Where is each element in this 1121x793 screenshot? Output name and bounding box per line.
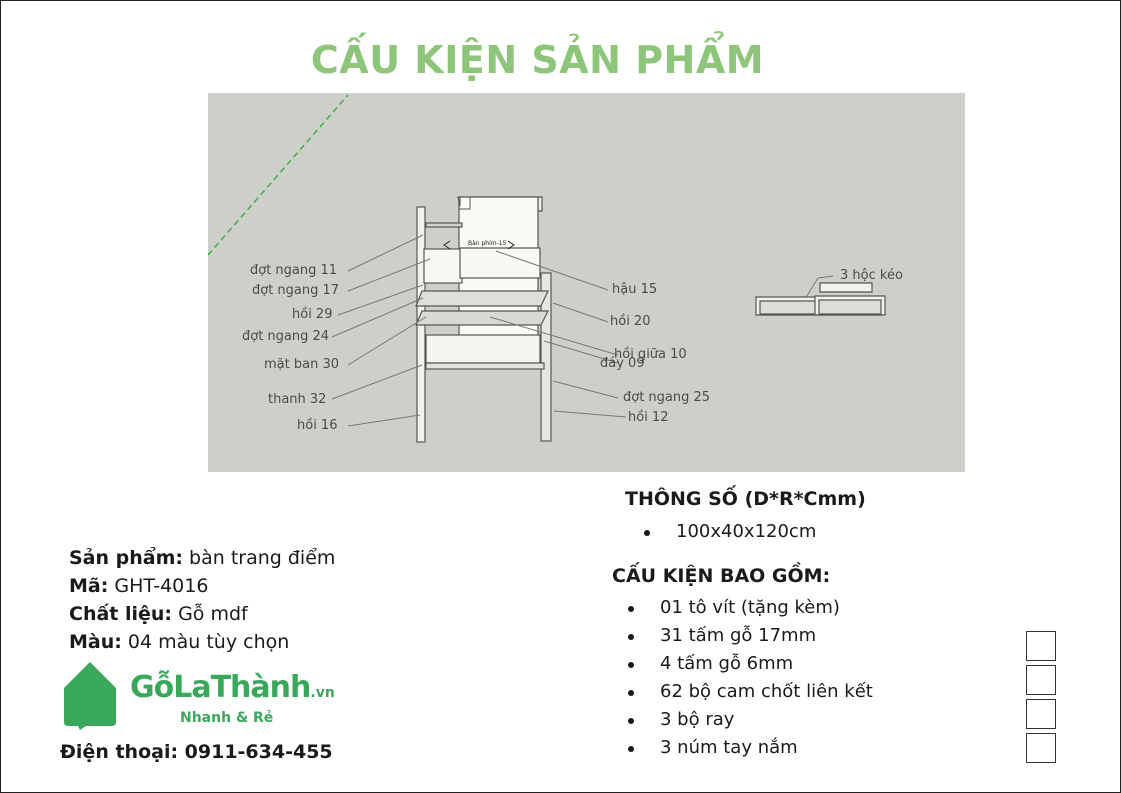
- brand-logo[interactable]: [60, 660, 360, 730]
- callout-hau-15: hậu 15: [612, 282, 658, 297]
- color-value: 04 màu tùy chọn: [121, 631, 290, 653]
- callout-hoi-16: hồi 16: [297, 418, 338, 433]
- material-value: Gỗ mdf: [172, 603, 248, 625]
- logo-brand: GỗLaThành.vn: [130, 670, 335, 705]
- product-value: bàn trang điểm: [183, 547, 336, 569]
- callout-hoi-giua-10: hồi giữa 10: [614, 347, 687, 362]
- callout-dot-ngang-24: đợt ngang 24: [242, 329, 330, 344]
- parts-item: 4 tấm gỗ 6mm: [624, 650, 873, 678]
- ban-phim-label: Bàn phím-15: [468, 240, 507, 247]
- material-label: Chất liệu:: [69, 603, 173, 625]
- callout-hoi-29: hồi 29: [292, 307, 333, 322]
- color-label: Màu:: [69, 631, 122, 653]
- house-icon: [60, 660, 120, 730]
- code-value: GHT-4016: [108, 575, 209, 597]
- code-row: [69, 572, 335, 600]
- callout-hoi-12: hồi 12: [628, 410, 669, 425]
- parts-title: CẤU KIỆN BAO GỒM:: [612, 565, 831, 587]
- phone-number[interactable]: Điện thoại: 0911-634-455: [60, 741, 333, 763]
- logo-slogan: Nhanh & Rẻ: [180, 710, 274, 726]
- material-row: [69, 600, 335, 628]
- parts-list: [624, 594, 873, 762]
- checkbox[interactable]: [1026, 631, 1056, 661]
- parts-item: 3 bộ ray: [624, 706, 873, 734]
- callout-dot-ngang-11: đợt ngang 11: [250, 263, 338, 278]
- product-info: [69, 544, 335, 656]
- page-title: CẤU KIỆN SẢN PHẨM: [310, 38, 765, 82]
- callout-thanh-32: thanh 32: [268, 392, 327, 407]
- parts-item: 01 tô vít (tặng kèm): [624, 594, 873, 622]
- specs-list: [640, 518, 816, 546]
- code-label: Mã:: [69, 575, 109, 597]
- callout-dot-ngang-17: đợt ngang 17: [252, 283, 340, 298]
- assembly-diagram: [208, 93, 965, 472]
- product-row: [69, 544, 335, 572]
- callout-3-hoc-keo: 3 hộc kéo: [840, 268, 903, 283]
- checkbox[interactable]: [1026, 699, 1056, 729]
- specs-title: THÔNG SỐ (D*R*Cmm): [625, 488, 866, 510]
- product-label: Sản phẩm:: [69, 547, 183, 569]
- checkbox[interactable]: [1026, 665, 1056, 695]
- callout-dot-ngang-25: đợt ngang 25: [623, 390, 711, 405]
- checkbox[interactable]: [1026, 733, 1056, 763]
- parts-item: 3 núm tay nắm: [624, 734, 873, 762]
- callout-day-09: đáy 09: [600, 356, 645, 371]
- parts-item: 62 bộ cam chốt liên kết: [624, 678, 873, 706]
- parts-item: 31 tấm gỗ 17mm: [624, 622, 873, 650]
- color-row: [69, 628, 335, 656]
- callout-hoi-20: hồi 20: [610, 314, 651, 329]
- specs-item: 100x40x120cm: [640, 518, 816, 546]
- callout-mat-ban-30: mặt ban 30: [264, 357, 339, 372]
